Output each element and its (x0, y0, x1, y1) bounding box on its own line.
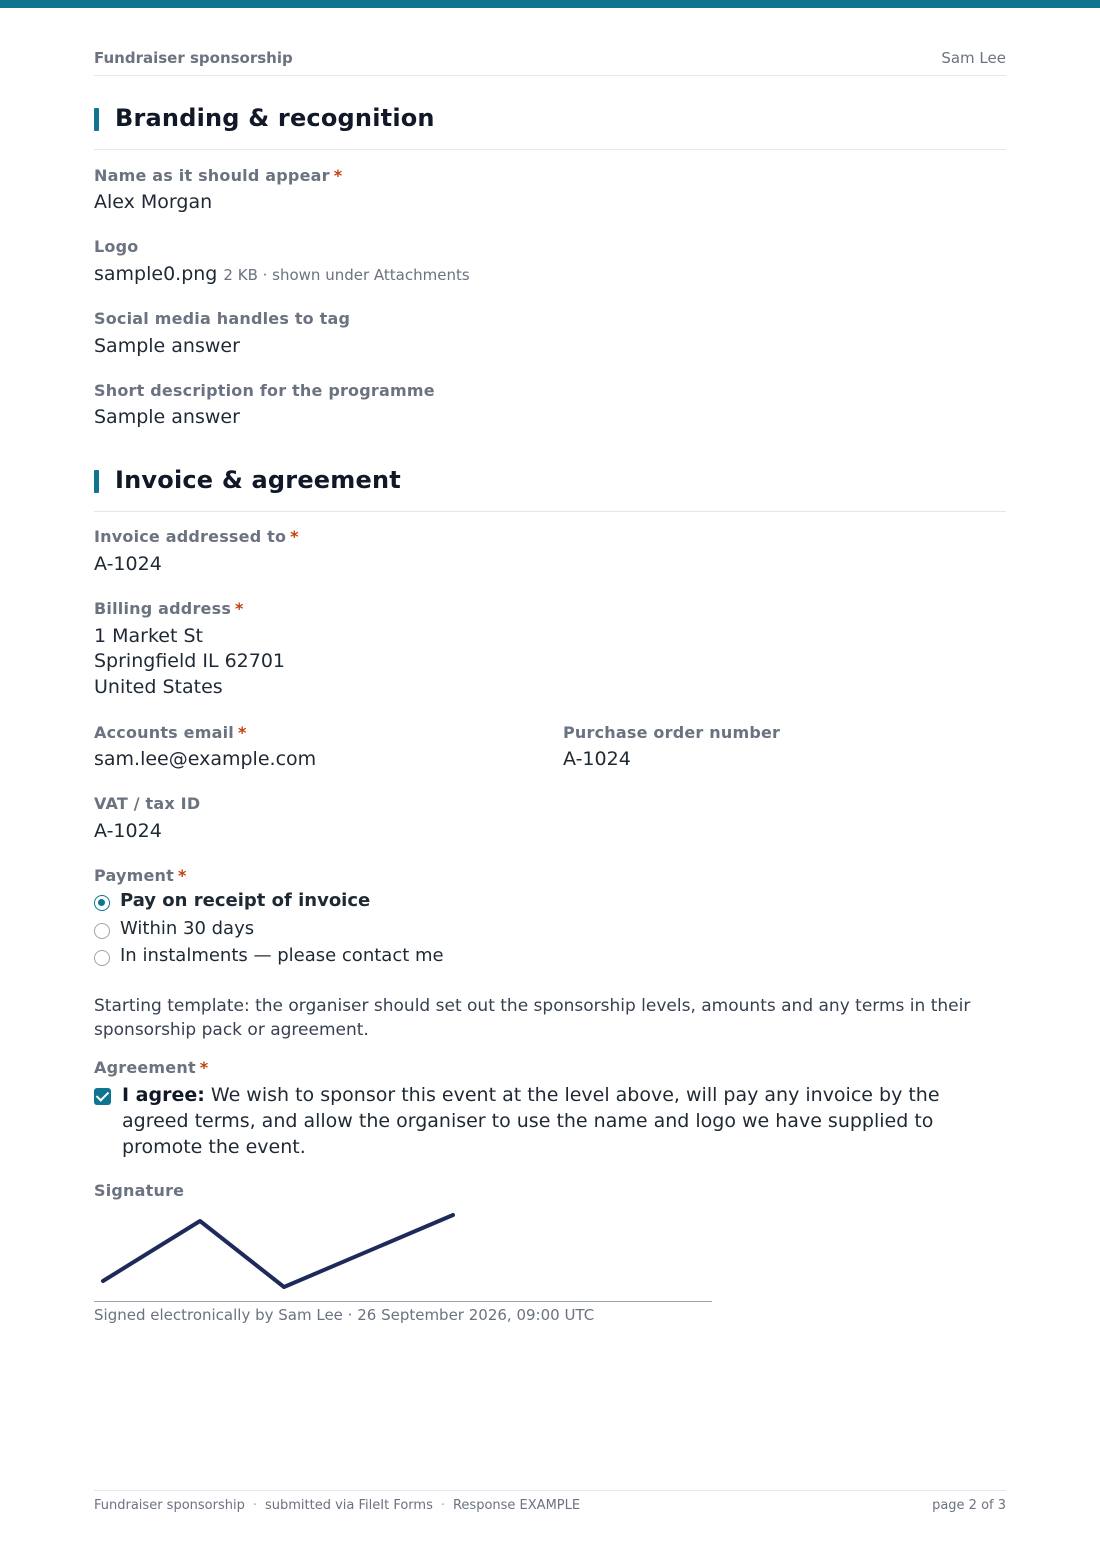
agree-lead: I agree: (122, 1084, 205, 1106)
description-label: Short description for the programme (94, 381, 435, 400)
signature-drawing (94, 1205, 474, 1300)
section-title: Branding & recognition (115, 104, 435, 132)
top-accent-bar (0, 0, 1100, 8)
invoice-addressed-value: A-1024 (94, 553, 162, 575)
radio-selected-icon[interactable] (94, 895, 110, 911)
agreement-checkbox-checked-icon[interactable] (94, 1088, 111, 1105)
section-invoice-header (94, 466, 1006, 512)
accounts-email-value: sam.lee@example.com (94, 748, 317, 770)
vat-label: VAT / tax ID (94, 794, 201, 813)
section-title: Invoice & agreement (115, 466, 401, 494)
page-footer (94, 1490, 1006, 1520)
agreement-text (122, 1082, 1012, 1160)
agree-statement: We wish to sponsor this event at the level above, will pay any invoice by the agreed terms, and allow the organiser to use the name and logo we have supplied to promote the event. (122, 1084, 940, 1158)
name-value: Alex Morgan (94, 191, 213, 213)
required-marker: * (235, 599, 244, 618)
section-accent-marker (94, 108, 99, 131)
footer-response-id: Response EXAMPLE (452, 1498, 581, 1513)
required-marker: * (237, 723, 247, 742)
payment-option-label: Pay on receipt of invoice (120, 890, 371, 911)
required-marker: * (178, 866, 187, 885)
po-number-value: A-1024 (563, 748, 631, 770)
template-note: Starting template: the organiser should set out the sponsorship levels, amounts and any terms in their sponsorship pack or agreement. (94, 996, 971, 1040)
payment-label: Payment * (94, 866, 187, 885)
logo-file-meta: 2 KB · shown under Attachments (223, 266, 470, 284)
logo-value (94, 261, 470, 288)
required-marker: * (199, 1058, 209, 1077)
agreement-label: Agreement * (94, 1058, 209, 1077)
page-header (94, 48, 1006, 76)
radio-unselected-icon[interactable] (94, 923, 110, 939)
section-accent-marker (94, 470, 99, 493)
logo-file-link[interactable]: sample0.png (94, 263, 218, 285)
social-value: Sample answer (94, 335, 240, 357)
required-marker: * (290, 527, 299, 546)
billing-address-line-3: United States (94, 676, 223, 698)
section-branding-header (94, 104, 1006, 150)
logo-label: Logo (94, 237, 139, 256)
footer-submitted-via: submitted via FileIt Forms (264, 1498, 433, 1513)
radio-unselected-icon[interactable] (94, 950, 110, 966)
signature-label: Signature (94, 1181, 185, 1200)
signature-baseline (94, 1301, 712, 1302)
footer-info: Fundraiser sponsorship · submitted via FileIt Forms · Response EXAMPLE (94, 1498, 581, 1513)
billing-address-line-2: Springfield IL 62701 (94, 650, 286, 672)
user-name: Sam Lee (941, 49, 1006, 67)
po-number-label: Purchase order number (563, 723, 781, 742)
name-label: Name as it should appear * (94, 166, 343, 185)
billing-address-label: Billing address * (94, 599, 244, 618)
accounts-email-label: Accounts email * (94, 723, 247, 742)
description-value: Sample answer (94, 406, 240, 428)
vat-value: A-1024 (94, 820, 162, 842)
signature-caption: Signed electronically by Sam Lee · 26 September 2026, 09:00 UTC (94, 1306, 595, 1324)
payment-option-label: In instalments — please contact me (120, 945, 444, 966)
billing-address-line-1: 1 Market St (94, 625, 203, 647)
form-title: Fundraiser sponsorship (94, 49, 293, 67)
footer-form-name: Fundraiser sponsorship (94, 1498, 245, 1513)
page-number: page 2 of 3 (932, 1498, 1006, 1513)
signature-stroke (103, 1215, 453, 1287)
payment-option-label: Within 30 days (120, 918, 255, 939)
social-label: Social media handles to tag (94, 309, 351, 328)
invoice-addressed-label: Invoice addressed to * (94, 527, 299, 546)
required-marker: * (333, 166, 343, 185)
